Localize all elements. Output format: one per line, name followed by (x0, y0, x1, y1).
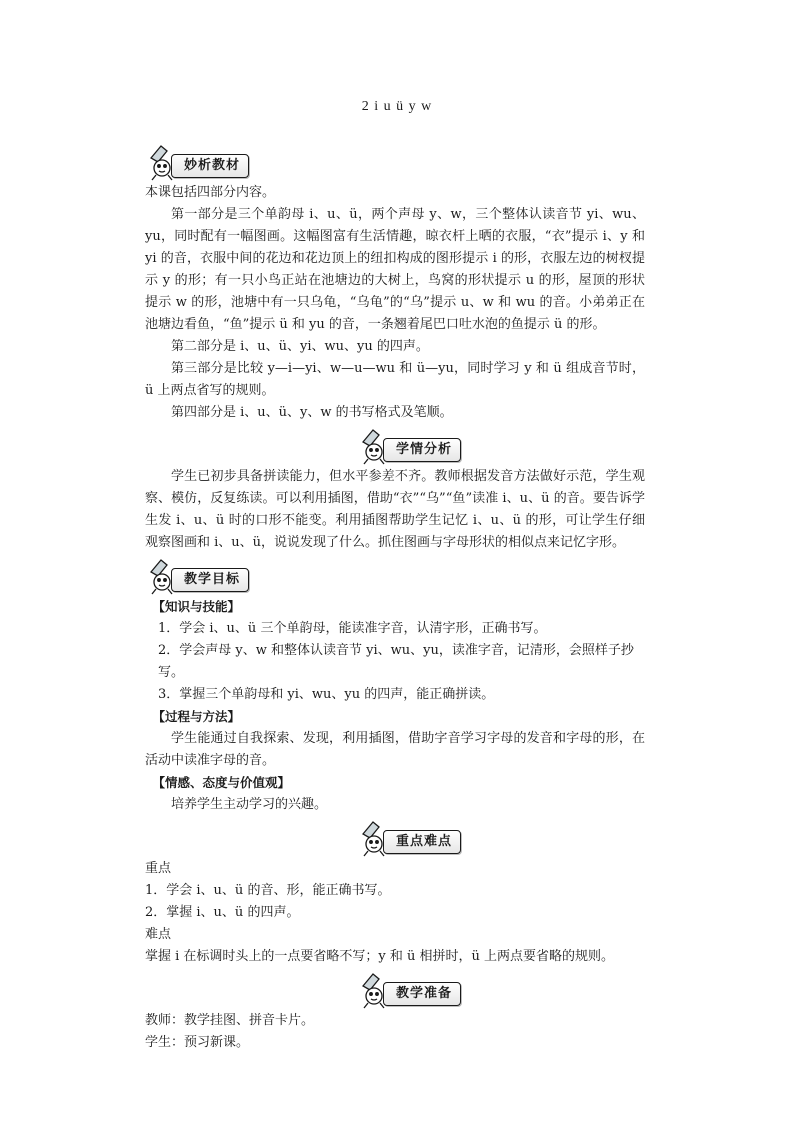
subheading: 【知识与技能】 (152, 599, 241, 614)
cartoon-mascot-icon (359, 426, 389, 466)
paragraph: 第二部分是 i、u、ü、yi、wu、yu 的四声。 (171, 339, 429, 354)
list-item: 3．掌握三个单韵母和 yi、wu、yu 的四声，能正确拼读。 (158, 687, 495, 702)
cartoon-mascot-icon (147, 556, 177, 596)
section-heading: 教学目标 (171, 568, 249, 592)
subheading: 【过程与方法】 (152, 709, 241, 724)
section-heading: 妙析教材 (171, 154, 249, 178)
section-header-analysis (147, 142, 645, 182)
section-header-keypoints (175, 818, 645, 858)
section-header-goals (147, 556, 645, 596)
paragraph: 掌握 i 在标调时头上的一点要省略不写；y 和 ü 相拼时，ü 上两点要省略的规则。 (145, 949, 615, 964)
paragraph: 第一部分是三个单韵母 i、u、ü，两个声母 y、w，三个整体认读音节 yi、wu、yu，同时配有一幅图画。这幅图富有生活情趣，晾衣杆上晒的衣服，“衣”提示 i、y 和 yi 的音，衣服中间的花边和花边顶上的纽扣构成的图形提示 i 的形，衣服左边的树杈提示 y 的形；有一只小鸟正站在池塘边的大树上，鸟窝的形状提示 u 的形，屋顶的形状提示 w 的形，池塘中有一只乌龟，“乌龟”的“乌”提示 u、w 和 wu 的音。小弟弟正在池塘边看鱼，“鱼”提示 ü 和 yu 的音，一条翘着尾巴口吐水泡的鱼提示 ü 的形。 (145, 207, 645, 332)
cartoon-mascot-icon (147, 142, 177, 182)
list-item: 2．学会声母 y、w 和整体认读音节 yi、wu、yu，读准字音，记清形，会照样子抄写。 (158, 643, 634, 680)
section-header-learners (175, 426, 645, 466)
lesson-content (145, 140, 645, 1054)
section-heading: 教学准备 (383, 982, 461, 1006)
list-item: 1．学会 i、u、ü 的音、形，能正确书写。 (145, 883, 391, 898)
section-heading: 重点难点 (383, 830, 461, 854)
paragraph: 学生已初步具备拼读能力，但水平参差不齐。教师根据发音方法做好示范，学生观察、模仿，反复练读。可以利用插图，借助“衣”“乌”“鱼”读准 i、u、ü 的音。要告诉学生发 i、u、ü 时的口形不能变。利用插图帮助学生记忆 i、u、ü 的形，可让学生仔细观察图画和 i、u、ü，说说发现了什么。抓住图画与字母形状的相似点来记忆字形。 (145, 469, 645, 550)
section-header-prep (175, 970, 645, 1010)
subheading: 【情感、态度与价值观】 (152, 775, 291, 790)
paragraph: 学生：预习新课。 (145, 1035, 250, 1050)
paragraph: 本课包括四部分内容。 (145, 185, 276, 200)
paragraph: 教师：教学挂图、拼音卡片。 (145, 1013, 315, 1028)
section-heading: 学情分析 (383, 438, 461, 462)
list-item: 1．学会 i、u、ü 三个单韵母，能读准字音，认清字形，正确书写。 (158, 621, 547, 636)
subheading: 重点 (145, 861, 172, 876)
paragraph: 学生能通过自我探索、发现，利用插图，借助字音学习字母的发音和字母的形，在活动中读准字母的音。 (145, 731, 645, 768)
lesson-title: 2 i u ü y w (361, 99, 433, 114)
subheading: 难点 (145, 927, 172, 942)
paragraph: 第三部分是比较 y—i—yi、w—u—wu 和 ü—yu，同时学习 y 和 ü 组成音节时，ü 上两点省写的规则。 (145, 361, 645, 398)
cartoon-mascot-icon (359, 818, 389, 858)
cartoon-mascot-icon (359, 970, 389, 1010)
paragraph: 第四部分是 i、u、ü、y、w 的书写格式及笔顺。 (171, 405, 453, 420)
paragraph: 培养学生主动学习的兴趣。 (171, 797, 328, 812)
list-item: 2．掌握 i、u、ü 的四声。 (145, 905, 300, 920)
